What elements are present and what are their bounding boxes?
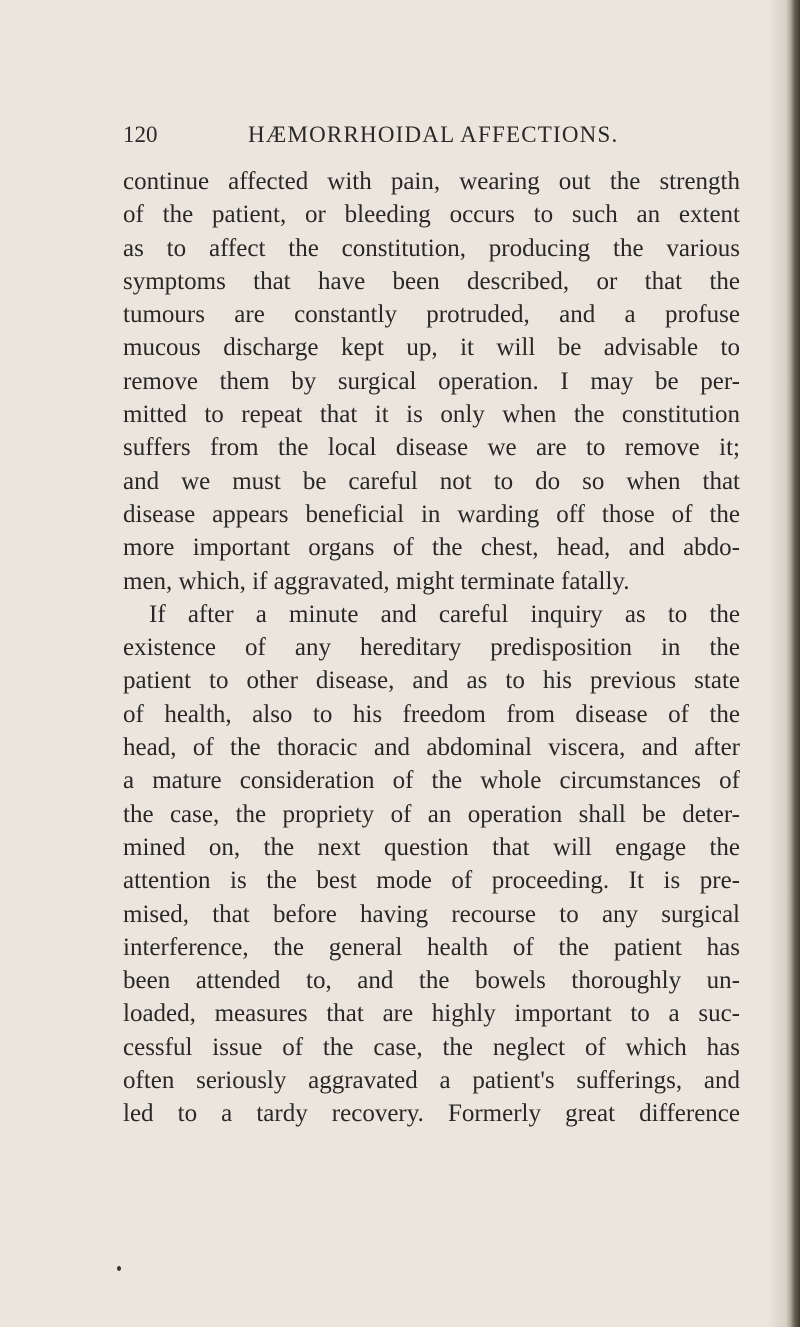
text-line: existence of any hereditary predisposition in the [123, 634, 740, 662]
text-line: remove them by surgical operation. I may be per- [123, 367, 740, 395]
page-number: 120 [123, 122, 158, 147]
text-line: been attended to, and the bowels thoroughly un- [123, 967, 740, 995]
binding-edge [786, 0, 800, 1327]
text-line: often seriously aggravated a patient's sufferings, and [123, 1067, 740, 1095]
text-line: loaded, measures that are highly important to a suc- [123, 1000, 740, 1028]
body-text [123, 165, 740, 1131]
text-line: men, which, if aggravated, might terminate fatally. [123, 567, 630, 595]
text-line: cessful issue of the case, the neglect of which has [123, 1033, 740, 1061]
text-line: mised, that before having recourse to any surgical [123, 900, 740, 928]
text-line: mitted to repeat that it is only when the constitution [123, 401, 740, 429]
text-line: of health, also to his freedom from disease of the [123, 700, 740, 728]
ink-speck [117, 1266, 121, 1271]
text-line: symptoms that have been described, or that the [123, 267, 740, 295]
text-line: continue affected with pain, wearing out the strength [123, 168, 740, 195]
text-line: disease appears beneficial in warding off those of the [123, 500, 740, 528]
text-line: the case, the propriety of an operation shall be deter- [123, 800, 740, 828]
text-line: suffers from the local disease we are to remove it; [123, 434, 740, 462]
text-line: interference, the general health of the patient has [123, 933, 740, 961]
text-line: attention is the best mode of proceeding. It is pre- [123, 867, 740, 895]
text-line: more important organs of the chest, head, and abdo- [123, 534, 740, 562]
page-header [123, 119, 743, 151]
text-line: tumours are constantly protruded, and a profuse [123, 301, 740, 329]
text-line: as to affect the constitution, producing the various [123, 234, 740, 262]
binding-shadow [768, 0, 786, 1327]
text-line: head, of the thoracic and abdominal viscera, and after [123, 734, 740, 762]
running-title: HÆMORRHOIDAL AFFECTIONS. [248, 122, 619, 147]
text-line: If after a minute and careful inquiry as to the [149, 600, 740, 628]
text-line: patient to other disease, and as to his previous state [123, 667, 740, 695]
text-line: of the patient, or bleeding occurs to such an extent [123, 201, 740, 229]
text-line: a mature consideration of the whole circumstances of [123, 767, 740, 795]
text-line: led to a tardy recovery. Formerly great difference [123, 1100, 740, 1128]
text-line: and we must be careful not to do so when that [123, 467, 740, 495]
text-line: mined on, the next question that will engage the [123, 833, 740, 861]
text-line: mucous discharge kept up, it will be advisable to [123, 334, 740, 362]
